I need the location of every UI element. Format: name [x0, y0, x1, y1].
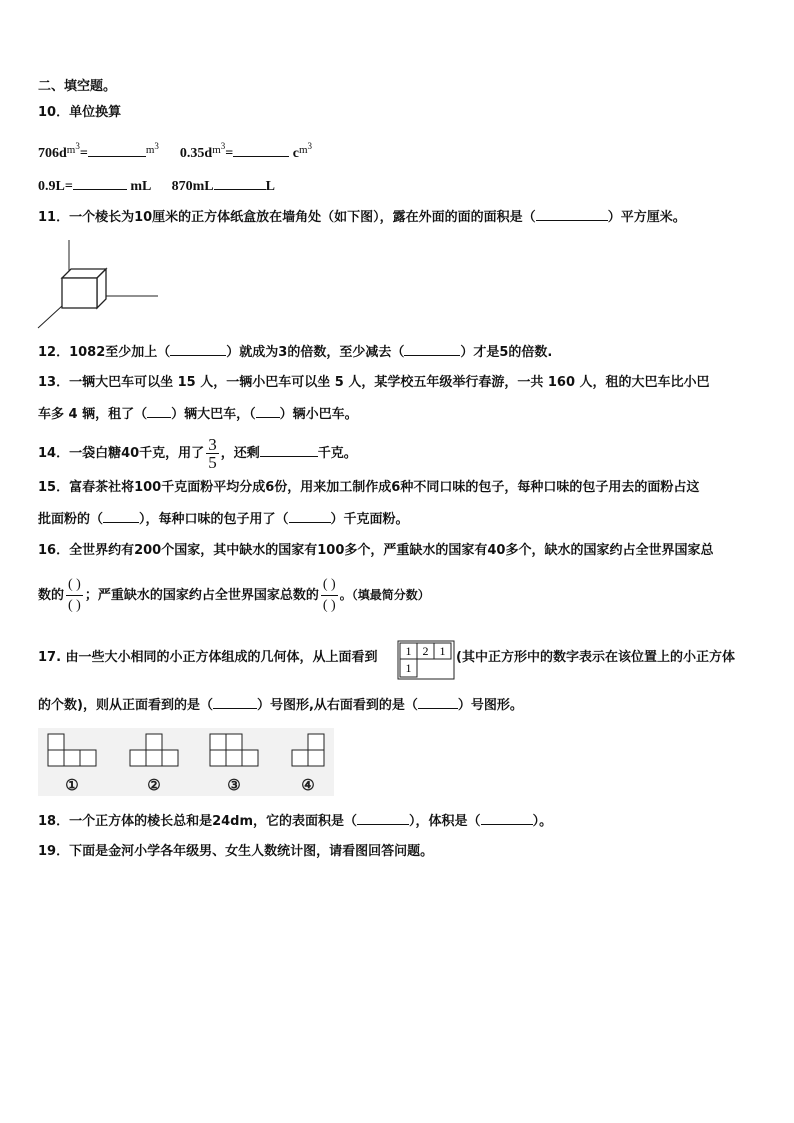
q16-line1: 16．全世界约有200个国家，其中缺水的国家有100多个，严重缺水的国家有40多个，缺水的国家约占全世界国家总 [38, 543, 714, 558]
section-title: 二、填空题。 [38, 79, 117, 94]
option-label-3: ③ [227, 778, 241, 794]
fraction-blank[interactable]: $\frac{( )}{( )}$ [68, 577, 81, 613]
top-view-grid [397, 640, 455, 680]
option-label-2: ② [147, 778, 161, 794]
option-label-4: ④ [301, 778, 315, 794]
q18-text: 18．一个正方体的棱长总和是24dm，它的表面积是（ ），体积是（ ）。 [38, 810, 552, 832]
answer-blank[interactable] [289, 508, 331, 523]
fraction-three-fifths: $\frac{3}{5}$ [208, 435, 217, 472]
q13-line1: 13．一辆大巴车可以坐 15 人，一辆小巴车可以坐 5 人，某学校五年级举行春游，一共 160 人，租的大巴车比小巴 [38, 375, 710, 390]
q12-text: 12．1082至少加上（ ）就成为3的倍数，至少减去（ ）才是5的倍数. [38, 341, 552, 363]
q15-line2: 批面粉的（ ），每种口味的包子用了（ ）千克面粉。 [38, 508, 409, 530]
answer-blank[interactable] [404, 341, 460, 356]
q10-label: 10．单位换算 [38, 105, 122, 120]
answer-blank[interactable] [213, 694, 257, 709]
grid-cell: 1 [405, 661, 412, 675]
q11-text: 11．一个棱长为10厘米的正方体纸盒放在墙角处（如下图），露在外面的面的面积是（ ）平方厘米。 [38, 206, 686, 228]
fraction-blank[interactable]: $\frac{( )}{( )}$ [322, 577, 336, 613]
answer-blank[interactable] [88, 142, 146, 157]
answer-blank[interactable] [357, 810, 409, 825]
grid-cell: 1 [405, 644, 412, 658]
answer-blank[interactable] [73, 175, 127, 190]
q10-a1: 706d [38, 146, 67, 161]
answer-blank[interactable] [260, 442, 318, 457]
answer-blank[interactable] [418, 694, 458, 709]
q13-line2: 车多 4 辆，租了（ ）辆大巴车，（ ）辆小巴车。 [38, 403, 358, 425]
answer-blank[interactable] [256, 403, 280, 418]
view-options-figure [38, 728, 334, 796]
answer-blank[interactable] [170, 341, 226, 356]
answer-blank[interactable] [103, 508, 139, 523]
q15-line1: 15．富春茶社将100千克面粉平均分成6份，用来加工制作成6种不同口味的包子，每种口味的包子用去的面粉占这 [38, 480, 700, 495]
q16-line2: 数的 $\frac{( )}{( )}$ ；严重缺水的国家约占全世界国家总数的 $\frac{( )}{( )}$ 。（填最简分数） [38, 570, 430, 621]
q19-text: 19．下面是金河小学各年级男、女生人数统计图，请看图回答问题。 [38, 844, 434, 859]
q10-a2: 0.35d [179, 146, 213, 161]
grid-cell: 1 [439, 644, 446, 658]
cube-corner-figure [36, 236, 162, 330]
q17-line2: 的个数)，则从正面看到的是（ ）号图形,从右面看到的是（ ）号图形。 [38, 694, 523, 716]
q17-line1-b: (其中正方形中的数字表示在该位置上的小正方体 [456, 650, 735, 665]
answer-blank[interactable] [233, 142, 289, 157]
answer-blank[interactable] [481, 810, 533, 825]
q14-text: 14．一袋白糖40千克，用了 $\frac{3}{5}$ ，还剩 千克。 [38, 435, 357, 472]
grid-cell: 2 [422, 644, 429, 658]
option-label-1: ① [65, 778, 79, 794]
answer-blank[interactable] [536, 206, 608, 221]
answer-blank[interactable] [147, 403, 171, 418]
q10-row2: 0.9L= mL 870mL L [38, 175, 275, 197]
answer-blank[interactable] [214, 175, 266, 190]
q10-row1: $706d^{m3}= ^{m3}$ $0.35d^{m3}= c^{m3}$ [38, 141, 313, 161]
q17-line1-a: 17. 由一些大小相同的小正方体组成的几何体，从上面看到 [38, 650, 378, 665]
